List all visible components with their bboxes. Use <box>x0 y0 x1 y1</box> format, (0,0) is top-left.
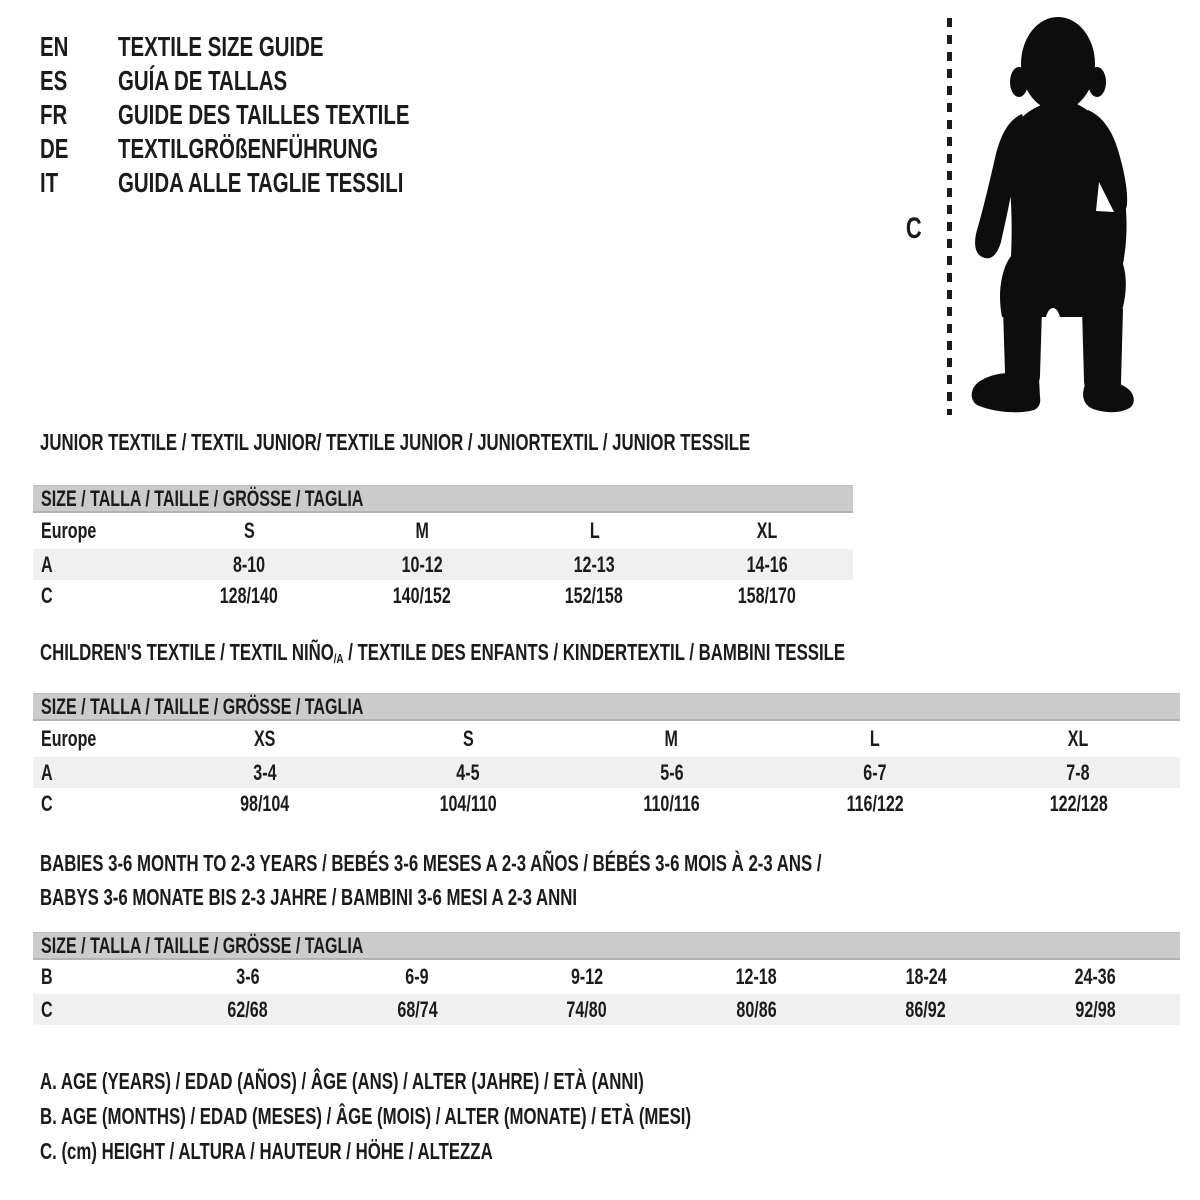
legend-line-a <box>40 1064 932 1099</box>
table-cell <box>336 518 509 544</box>
cell-text: 98/104 <box>240 790 290 816</box>
language-label-text: GUIDA ALLE TAGLIE TESSILI <box>118 167 404 198</box>
cell-text: 7-8 <box>1066 759 1090 785</box>
language-label <box>118 99 517 131</box>
table-cell <box>163 760 366 786</box>
cell-text: S <box>462 726 474 751</box>
cell-text: L <box>870 726 880 751</box>
cell-text: 128/140 <box>220 582 279 608</box>
table-cell <box>163 583 336 609</box>
language-label <box>118 133 474 165</box>
children-size-table <box>33 693 1180 819</box>
children-title-post: / TEXTILE DES ENFANTS / KINDERTEXTIL / BAMBINI TESSILE <box>343 639 846 665</box>
table-row-b <box>33 960 1180 994</box>
cell-text: 24-36 <box>1074 964 1116 989</box>
children-title-subscript: /A <box>333 650 344 666</box>
table-cell <box>163 964 333 990</box>
cell-text: XS <box>253 726 276 751</box>
table-cell <box>502 964 672 990</box>
junior-section-title-text: JUNIOR TEXTILE / TEXTIL JUNIOR/ TEXTILE JUNIOR / JUNIORTEXTIL / JUNIOR TESSILE <box>40 429 751 455</box>
table-cell <box>672 964 842 990</box>
table-cell <box>977 726 1180 752</box>
cell-text: 158/170 <box>737 582 796 608</box>
row-label-text: B <box>41 964 53 989</box>
cell-text: 14-16 <box>746 551 788 577</box>
table-cell <box>570 791 773 817</box>
cell-text: 12-18 <box>735 964 777 989</box>
children-section-title-text <box>40 635 845 673</box>
cell-text: 5-6 <box>659 759 684 785</box>
language-code-text: IT <box>40 167 59 198</box>
measurement-legend <box>40 1064 932 1169</box>
children-title-pre: CHILDREN'S TEXTILE / TEXTIL NIÑO <box>40 639 334 665</box>
row-label-text: Europe <box>41 518 97 543</box>
cell-text: 18-24 <box>905 964 947 989</box>
table-cell <box>672 997 842 1023</box>
cell-text: 152/158 <box>565 582 624 608</box>
cell-text: M <box>664 726 679 751</box>
height-measure-label <box>903 212 925 246</box>
table-row-c <box>33 580 853 611</box>
row-label-text: C <box>41 582 53 608</box>
table-cell <box>570 760 773 786</box>
cell-text: 3-4 <box>253 759 277 785</box>
language-code <box>40 65 118 97</box>
table-cell <box>366 791 569 817</box>
junior-size-table <box>33 485 853 611</box>
table-cell <box>336 552 509 578</box>
row-label <box>33 791 163 817</box>
babies-size-table <box>33 932 1180 1025</box>
table-cell <box>163 791 366 817</box>
baby-silhouette-image <box>962 14 1140 416</box>
children-section-title <box>40 635 1143 673</box>
legend-line-c-text: C. (cm) HEIGHT / ALTURA / HAUTEUR / HÖHE / ALTEZZA <box>40 1138 493 1164</box>
row-label <box>33 552 163 578</box>
table-row-europe <box>33 513 853 549</box>
table-cell <box>163 726 366 752</box>
table-row-c <box>33 994 1180 1025</box>
size-header-bar <box>33 932 1180 960</box>
cell-text: 92/98 <box>1075 996 1116 1022</box>
height-measure-dashed-line <box>947 18 952 415</box>
table-cell <box>681 583 854 609</box>
language-code <box>40 31 118 63</box>
row-label-text: Europe <box>41 726 97 751</box>
cell-text: 12-13 <box>573 551 615 577</box>
size-header-text: SIZE / TALLA / TAILLE / GRÖSSE / TAGLIA <box>41 932 364 958</box>
language-code-text: EN <box>40 31 69 62</box>
cell-text: 140/152 <box>392 582 451 608</box>
language-label-text: TEXTILGRÖßENFÜHRUNG <box>118 133 379 164</box>
language-label <box>118 65 350 97</box>
table-cell <box>333 997 503 1023</box>
cell-text: M <box>415 518 429 543</box>
table-row-a <box>33 549 853 580</box>
language-label-text: GUIDE DES TAILLES TEXTILE <box>118 99 410 130</box>
language-row-fr <box>40 98 517 132</box>
language-code <box>40 133 118 165</box>
language-row-de <box>40 132 517 166</box>
row-label <box>33 760 163 786</box>
table-cell <box>773 760 976 786</box>
language-row-es <box>40 64 517 98</box>
table-cell <box>977 791 1180 817</box>
table-cell <box>977 760 1180 786</box>
row-label <box>33 997 163 1023</box>
legend-line-b-text: B. AGE (MONTHS) / EDAD (MESES) / ÂGE (MOIS) / ALTER (MONATE) / ETÀ (MESI) <box>40 1103 692 1129</box>
babies-section-title-line2: BABYS 3-6 MONATE BIS 2-3 JAHRE / BAMBINI 3-6 MESI A 2-3 ANNI <box>40 884 578 910</box>
row-label <box>33 583 163 609</box>
table-cell <box>1011 964 1181 990</box>
table-cell <box>681 518 854 544</box>
cell-text: 8-10 <box>233 551 266 577</box>
legend-line-b <box>40 1099 932 1134</box>
table-cell <box>841 997 1011 1023</box>
language-label <box>118 31 400 63</box>
language-code <box>40 167 118 199</box>
table-cell <box>333 964 503 990</box>
cell-text: XL <box>756 518 778 543</box>
row-label-text: C <box>41 790 53 816</box>
table-cell <box>508 518 681 544</box>
size-header-text: SIZE / TALLA / TAILLE / GRÖSSE / TAGLIA <box>41 693 364 719</box>
language-label-text: GUÍA DE TALLAS <box>118 65 288 96</box>
cell-text: 9-12 <box>570 964 603 989</box>
table-cell <box>773 791 976 817</box>
language-label-text: TEXTILE SIZE GUIDE <box>118 31 324 62</box>
legend-line-a-text: A. AGE (YEARS) / EDAD (AÑOS) / ÂGE (ANS) / ALTER (JAHRE) / ETÀ (ANNI) <box>40 1068 644 1094</box>
babies-section-title <box>40 846 1111 914</box>
language-title-list <box>40 30 517 200</box>
cell-text: 68/74 <box>397 996 438 1022</box>
table-cell <box>773 726 976 752</box>
table-row-a <box>33 757 1180 788</box>
cell-text: L <box>589 518 600 543</box>
row-label <box>33 726 163 752</box>
size-header-bar <box>33 693 1180 721</box>
cell-text: 86/92 <box>905 996 946 1022</box>
cell-text: S <box>243 518 255 543</box>
cell-text: XL <box>1068 726 1089 751</box>
cell-text: 80/86 <box>736 996 777 1022</box>
cell-text: 4-5 <box>456 759 480 785</box>
row-label-text: A <box>41 759 53 785</box>
table-cell <box>1011 997 1181 1023</box>
row-label-text: A <box>41 551 53 577</box>
language-code-text: DE <box>40 133 69 164</box>
table-cell <box>570 726 773 752</box>
cell-text: 116/122 <box>846 790 904 816</box>
table-cell <box>366 760 569 786</box>
language-label <box>118 167 509 199</box>
height-measure-label-text: C <box>905 212 922 245</box>
cell-text: 3-6 <box>236 964 260 989</box>
table-row-europe <box>33 721 1180 757</box>
language-row-it <box>40 166 517 200</box>
table-cell <box>502 997 672 1023</box>
table-cell <box>681 552 854 578</box>
cell-text: 6-9 <box>405 964 429 989</box>
cell-text: 110/116 <box>643 790 700 816</box>
cell-text: 104/110 <box>439 790 497 816</box>
table-row-c <box>33 788 1180 819</box>
legend-line-c <box>40 1134 932 1169</box>
cell-text: 62/68 <box>227 996 268 1022</box>
junior-section-title <box>40 425 1013 459</box>
babies-section-title-line1: BABIES 3-6 MONTH TO 2-3 YEARS / BEBÉS 3-6 MESES A 2-3 AÑOS / BÉBÉS 3-6 MOIS À 2-3 ANS / <box>40 850 822 876</box>
table-cell <box>336 583 509 609</box>
table-cell <box>163 518 336 544</box>
row-label-text: C <box>41 996 53 1022</box>
cell-text: 74/80 <box>566 996 607 1022</box>
row-label <box>33 964 163 990</box>
cell-text: 10-12 <box>401 551 443 577</box>
language-code <box>40 99 118 131</box>
row-label <box>33 518 163 544</box>
table-cell <box>163 997 333 1023</box>
table-cell <box>163 552 336 578</box>
table-cell <box>508 583 681 609</box>
table-cell <box>841 964 1011 990</box>
language-code-text: FR <box>40 99 68 130</box>
cell-text: 6-7 <box>863 759 887 785</box>
size-header-text: SIZE / TALLA / TAILLE / GRÖSSE / TAGLIA <box>41 485 364 511</box>
language-code-text: ES <box>40 65 68 96</box>
table-cell <box>508 552 681 578</box>
language-row-en <box>40 30 517 64</box>
table-cell <box>366 726 569 752</box>
cell-text: 122/128 <box>1049 790 1108 816</box>
size-header-bar <box>33 485 853 513</box>
